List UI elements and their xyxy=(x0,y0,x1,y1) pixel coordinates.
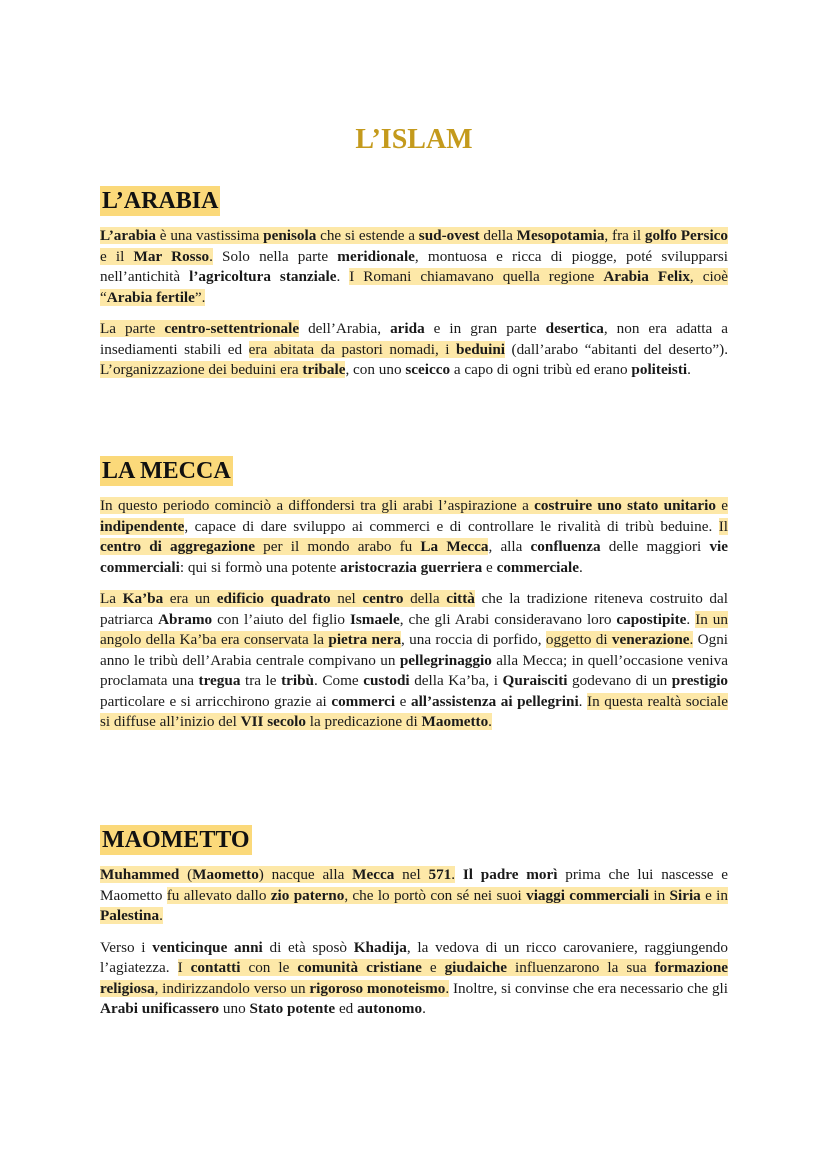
bold-term: politeisti xyxy=(631,361,688,378)
highlight xyxy=(297,959,421,976)
bold-term: viaggi commerciali xyxy=(526,886,650,904)
highlight xyxy=(419,227,480,244)
highlight xyxy=(100,907,159,924)
bold-term: giudaiche xyxy=(444,959,508,976)
highlight xyxy=(191,959,241,976)
highlight xyxy=(107,289,195,306)
bold-term: comunità cristiane xyxy=(297,959,422,976)
bold-term: desertica xyxy=(545,320,604,337)
highlight: ”. xyxy=(194,288,206,306)
highlight: ( xyxy=(179,866,193,883)
highlight xyxy=(100,518,184,535)
bold-term: Maometto xyxy=(192,866,259,883)
bold-term: autonomo xyxy=(357,1000,423,1017)
highlight: In questo periodo cominciò a diffondersi tra gli arabi l’aspirazione a xyxy=(100,497,535,514)
bold-term: rigoroso monoteismo xyxy=(309,979,446,997)
highlight xyxy=(100,538,255,555)
highlight xyxy=(517,227,605,244)
bold-term: L’arabia xyxy=(100,227,156,244)
highlight: . xyxy=(159,907,163,924)
bold-term: Arabi unificassero xyxy=(100,1000,220,1017)
bold-term: centro-settentrionale xyxy=(164,320,300,337)
bold-term: Il padre morì xyxy=(462,866,558,883)
bold-term: sceicco xyxy=(405,361,451,378)
highlight: per il mondo arabo fu xyxy=(254,538,421,555)
bold-term: meridionale xyxy=(337,247,415,265)
bold-term: pellegrinaggio xyxy=(399,651,492,669)
highlight: che si estende a xyxy=(316,227,419,244)
highlight xyxy=(100,227,156,244)
paragraph: Verso i venticinque anni di età sposò Khadija, la vedova di un ricco carovaniere, raggiungendo l’agiatezza. I contatti con le comunità cristiane e giudaiche influenzarono la sua formazione religiosa, indirizzandolo verso un rigoroso monoteismo. Inoltre, si convinse che era necessario che gli Arabi unificassero uno Stato potente ed autonomo. xyxy=(100,938,729,1017)
bold-term: penisola xyxy=(263,227,317,244)
bold-term: centro xyxy=(362,590,404,607)
section-heading: MAOMETTO xyxy=(102,827,250,853)
highlight: I xyxy=(177,959,191,976)
bold-term: 571 xyxy=(428,866,452,883)
highlight xyxy=(645,227,728,244)
bold-term: arida xyxy=(390,320,425,337)
highlight: . xyxy=(689,631,694,648)
bold-term: l’agricoltura stanziale xyxy=(189,268,337,285)
highlight: era abitata da pastori nomadi, i xyxy=(248,340,457,358)
bold-term: costruire uno stato unitario xyxy=(534,497,716,514)
bold-term: Arabia Felix xyxy=(603,268,690,285)
highlight xyxy=(422,713,489,730)
highlight xyxy=(534,497,716,514)
bold-term: prestigio xyxy=(671,672,729,689)
bold-term: aristocrazia guerriera xyxy=(340,558,483,576)
bold-term: La Mecca xyxy=(420,538,489,555)
bold-term: Ka’ba xyxy=(122,590,164,607)
bold-term: tribù xyxy=(281,672,315,689)
bold-term: beduini xyxy=(456,340,505,358)
bold-term: Mecca xyxy=(352,866,395,883)
highlight: La parte xyxy=(100,320,165,337)
highlight xyxy=(134,248,210,265)
highlight: L’organizzazione dei beduini era xyxy=(100,361,303,378)
paragraph: Muhammed (Maometto) nacque alla Mecca nel 571. Il padre morì prima che lui nascesse e Maometto fu allevato dallo zio paterno, che lo portò con sé nei suoi viaggi commerciali in Siria e in Palestina. xyxy=(100,866,729,924)
bold-term: custodi xyxy=(363,672,410,689)
highlight: oggetto di xyxy=(545,631,612,648)
highlight: e xyxy=(421,959,445,976)
highlight: della xyxy=(403,590,447,607)
bold-term: Mesopotamia xyxy=(516,227,605,244)
paragraph: L’arabia è una vastissima penisola che si estende a sud-ovest della Mesopotamia, fra il golfo Persico e il Mar Rosso. Solo nella parte meridionale, montuosa e ricca di piogge, poté svilupparsi nell’antichità l’agricoltura stanziale. I Romani chiamavano quella regione Arabia Felix, cioè “Arabia fertile”. xyxy=(100,227,729,306)
highlight xyxy=(612,631,690,648)
bold-term: Palestina xyxy=(100,907,160,924)
bold-term: Ismaele xyxy=(349,610,400,628)
highlight: Il xyxy=(718,517,728,535)
highlight: con le xyxy=(240,959,298,976)
bold-term: confluenza xyxy=(530,538,601,555)
highlight: . xyxy=(209,247,213,265)
highlight: influenzarono la sua xyxy=(507,959,655,976)
highlight xyxy=(446,590,475,607)
bold-term: Abramo xyxy=(158,610,213,628)
highlight xyxy=(192,866,259,883)
highlight xyxy=(328,631,401,648)
highlight xyxy=(302,361,345,378)
highlight xyxy=(603,268,690,285)
bold-term: centro di aggregazione xyxy=(100,538,255,555)
highlight: , cioè “ xyxy=(100,268,728,306)
highlight: la predicazione di xyxy=(306,713,422,730)
highlight xyxy=(263,227,316,244)
highlight: , indirizzandolo verso un xyxy=(154,979,310,997)
bold-term: Arabia fertile xyxy=(106,288,195,306)
highlight: , che lo portò con sé nei suoi xyxy=(344,886,527,904)
highlight xyxy=(445,959,507,976)
highlight xyxy=(241,713,306,730)
highlight xyxy=(526,887,649,904)
highlight: In un angolo della Ka’ba era conservata la xyxy=(100,610,728,648)
highlight: e in xyxy=(700,886,728,904)
highlight: e xyxy=(715,497,729,514)
highlight xyxy=(309,980,445,997)
bold-term: zio paterno xyxy=(270,886,345,904)
highlight: e il xyxy=(100,247,134,265)
highlight: della xyxy=(479,227,517,244)
highlight: fu allevato dallo xyxy=(166,886,271,904)
section-maometto xyxy=(100,825,728,1020)
highlight: nel xyxy=(330,590,363,607)
section-arabia xyxy=(100,186,728,381)
page-title: L’ISLAM xyxy=(355,124,473,155)
highlight xyxy=(362,590,403,607)
bold-term: venerazione xyxy=(611,631,690,648)
bold-term: Maometto xyxy=(421,713,489,730)
bold-term: indipendente xyxy=(100,517,185,535)
bold-term: Siria xyxy=(669,886,701,904)
bold-term: edificio quadrato xyxy=(216,590,331,607)
bold-term: formazione religiosa xyxy=(100,959,729,997)
bold-term: Quraisciti xyxy=(502,672,568,689)
bold-term: Muhammed xyxy=(100,866,180,883)
bold-term: città xyxy=(446,590,475,607)
bold-term: venticinque anni xyxy=(152,938,263,956)
highlight: La xyxy=(100,590,123,607)
highlight xyxy=(217,590,331,607)
highlight: ) nacque alla xyxy=(258,866,353,883)
highlight xyxy=(271,887,345,904)
highlight: , fra il xyxy=(604,227,645,244)
bold-term: golfo Persico xyxy=(644,227,729,244)
section-heading: LA MECCA xyxy=(102,458,231,484)
bold-term: Khadija xyxy=(353,938,407,956)
section-mecca xyxy=(100,456,728,733)
bold-term: tribale xyxy=(302,361,346,378)
bold-term: capostipite xyxy=(616,610,687,628)
highlight: è una vastissima xyxy=(155,227,264,244)
section-heading: L’ARABIA xyxy=(102,188,219,214)
paragraph: La Ka’ba era un edificio quadrato nel centro della città che la tradizione riteneva costruito dal patriarca Abramo con l’aiuto del figlio Ismaele, che gli Arabi consideravano loro capostipite. In un angolo della Ka’ba era conservata la pietra nera, una roccia di porfido, oggetto di venerazione. Ogni anno le tribù dell’Arabia centrale compivano un pellegrinaggio alla Mecca; in quell’occasione veniva proclamata una tregua tra le tribù. Come custodi della Ka’ba, i Quraisciti godevano di un prestigio particolare e si arricchirono grazie ai commerci e all’assistenza ai pellegrini. In questa realtà sociale si diffuse all’inizio del VII secolo la predicazione di Maometto. xyxy=(100,590,729,730)
highlight xyxy=(456,341,505,358)
highlight xyxy=(670,887,701,904)
highlight xyxy=(428,866,451,883)
highlight xyxy=(164,320,299,337)
bold-term: commerciale xyxy=(496,558,579,576)
bold-term: all’assistenza ai pellegrini xyxy=(410,692,579,710)
highlight xyxy=(352,866,394,883)
highlight: nel xyxy=(394,866,429,883)
highlight: . xyxy=(488,713,492,730)
highlight: . xyxy=(451,866,456,883)
bold-term: Mar Rosso xyxy=(133,247,210,265)
highlight: in xyxy=(649,886,670,904)
highlight: In questa realtà sociale si diffuse all’inizio del xyxy=(100,692,728,730)
highlight xyxy=(100,866,179,883)
bold-term: VII secolo xyxy=(240,713,306,730)
highlight: . xyxy=(445,979,450,997)
highlight xyxy=(420,538,488,555)
highlight xyxy=(123,590,164,607)
paragraph: In questo periodo cominciò a diffondersi tra gli arabi l’aspirazione a costruire uno stato unitario e indipendente, capace di dare sviluppo ai commerci e di controllare le rivalità di tribù beduine. Il centro di aggregazione per il mondo arabo fu La Mecca, alla confluenza delle maggiori vie commerciali: qui si formò una potente aristocrazia guerriera e commerciale. xyxy=(100,497,729,576)
bold-term: tregua xyxy=(198,672,241,689)
bold-term: sud-ovest xyxy=(418,227,480,244)
bold-term: Stato potente xyxy=(249,1000,336,1017)
bold-term: vie commerciali xyxy=(100,538,728,576)
paragraph: La parte centro-settentrionale dell’Arabia, arida e in gran parte desertica, non era adatta a insediamenti stabili ed era abitata da pastori nomadi, i beduini (dall’arabo “abitanti del deserto”). L’organizzazione dei beduini era tribale, con uno sceicco a capo di ogni tribù ed erano politeisti. xyxy=(100,320,728,378)
highlight: era un xyxy=(163,590,217,607)
bold-term: commerci xyxy=(331,692,396,710)
bold-term: pietra nera xyxy=(328,631,402,648)
highlight: I Romani chiamavano quella regione xyxy=(349,268,604,285)
bold-term: contatti xyxy=(190,959,241,976)
